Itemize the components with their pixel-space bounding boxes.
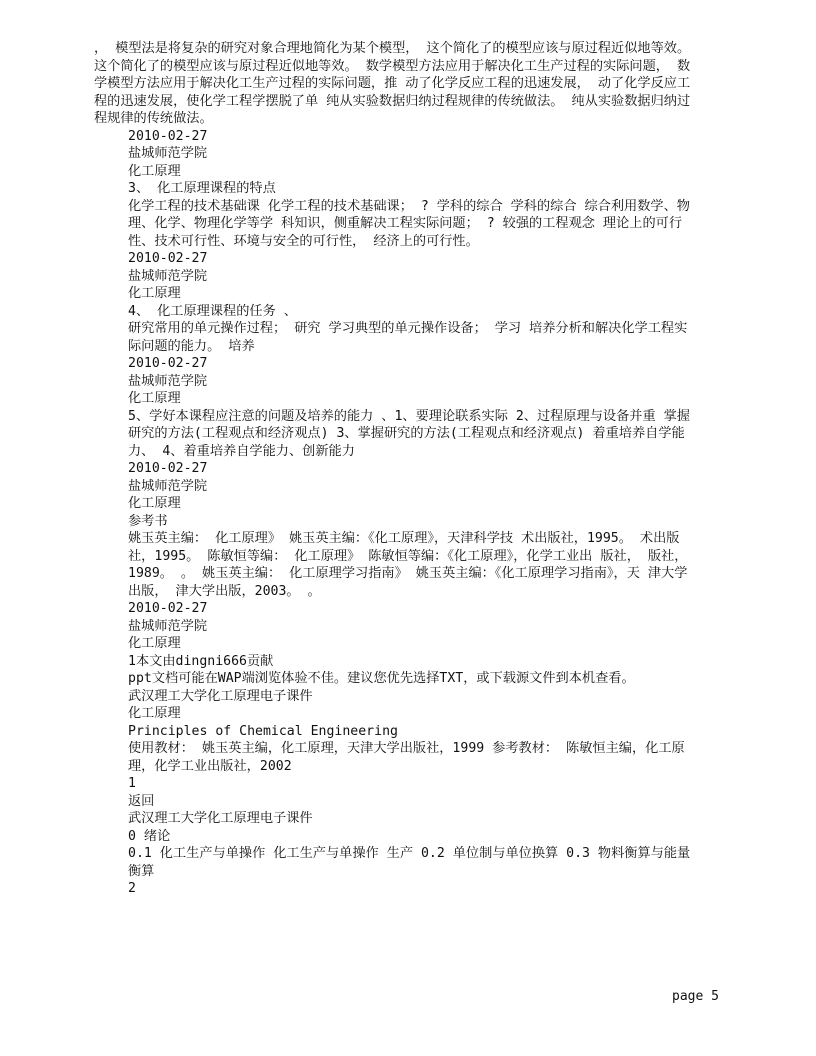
text-line: 化工原理 <box>128 496 181 511</box>
text-line: 1 <box>128 776 136 791</box>
text-line: 2010-02-27 <box>128 251 208 266</box>
text-line: ， 模型法是将复杂的研究对象合理地简化为某个模型， 这个简化了的模型应该与原过程近似地等效。 这个简化了的模型应该与原过程近似地等效。 数学模型方法应用于解决化工生产过程的实际问题， 数学模型方法应用于解决化工生产过程的实际问题，推 动了化学反应工程的迅速发展， 动了化学反应工程的迅速发展，使化学工程学摆脱了单 纯从实验数据归纳过程规律的传统做法。 纯从实验数据归纳过程规律的传统做法。 <box>94 41 691 126</box>
text-line: 2010-02-27 <box>128 356 208 371</box>
text-line: 化工原理 <box>128 286 181 301</box>
text-line: 化学工程的技术基础课 化学工程的技术基础课； ? 学科的综合 学科的综合 综合利用数学、物理、化学、物理化学等学 科知识，侧重解决工程实际问题； ? 较强的工程观念 理论上的可行性、技术可行性、环境与安全的可行性， 经济上的可行性。 <box>128 198 690 249</box>
text-line: 4、 化工原理课程的任务 、 <box>128 303 297 319</box>
text-line: 化工原理 <box>128 391 181 406</box>
text-line: ppt文档可能在WAP端浏览体验不佳。建议您优先选择TXT，或下载源文件到本机查看。 <box>128 671 635 686</box>
document-body <box>94 40 694 898</box>
text-line: 盐城师范学院 <box>128 146 208 161</box>
text-line: 0.1 化工生产与单操作 化工生产与单操作 生产 0.2 单位制与单位换算 0.3 物料衡算与能量衡算 <box>128 846 691 879</box>
text-line: 5、学好本课程应注意的问题及培养的能力 、1、要理论联系实际 2、过程原理与设备并重 掌握研究的方法(工程观点和经济观点) 3、掌握研究的方法(工程观点和经济观点) 着重培养自学能力、 4、着重培养自学能力、创新能力 <box>128 408 690 459</box>
text-line: 使用教材： 姚玉英主编，化工原理，天津大学出版社，1999 参考教材： 陈敏恒主编，化工原理，化学工业出版社，2002 <box>128 741 685 774</box>
text-line: 0 绪论 <box>128 828 171 844</box>
text-line: 武汉理工大学化工原理电子课件 <box>128 688 313 704</box>
text-line: 盐城师范学院 <box>128 373 208 389</box>
text-line: 研究常用的单元操作过程； 研究 学习典型的单元操作设备； 学习 培养分析和解决化学工程实际问题的能力。 培养 <box>128 321 688 354</box>
text-line: 返回 <box>128 793 155 809</box>
text-line: 参考书 <box>128 513 168 529</box>
text-line: 2 <box>128 881 136 896</box>
text-line: 化工原理 <box>128 706 181 721</box>
text-line: 姚玉英主编： 化工原理》 姚玉英主编：《化工原理》，天津科学技 术出版社，1995。 术出版社，1995。 陈敏恒等编： 化工原理》 陈敏恒等编：《化工原理》，化学工业出 版社， 版社，1989。 。 姚玉英主编： 化工原理学习指南》 姚玉英主编：《化工原理学习指南》，天 津大学出版， 津大学出版，2003。 。 <box>128 531 688 599</box>
text-line: 化工原理 <box>128 163 181 179</box>
text-line: 武汉理工大学化工原理电子课件 <box>128 811 313 826</box>
text-line: 2010-02-27 <box>128 461 208 476</box>
text-line: 2010-02-27 <box>128 601 208 616</box>
text-line: 1本文由dingni666贡献 <box>128 653 274 669</box>
text-line: 盐城师范学院 <box>128 478 208 494</box>
page-number: page 5 <box>672 989 719 1004</box>
text-line: 化工原理 <box>128 636 181 651</box>
text-line: 盐城师范学院 <box>128 618 208 634</box>
text-line: 盐城师范学院 <box>128 268 208 284</box>
text-line: Principles of Chemical Engineering <box>128 723 398 739</box>
text-line: 3、 化工原理课程的特点 <box>128 181 276 196</box>
text-line: 2010-02-27 <box>128 128 208 144</box>
